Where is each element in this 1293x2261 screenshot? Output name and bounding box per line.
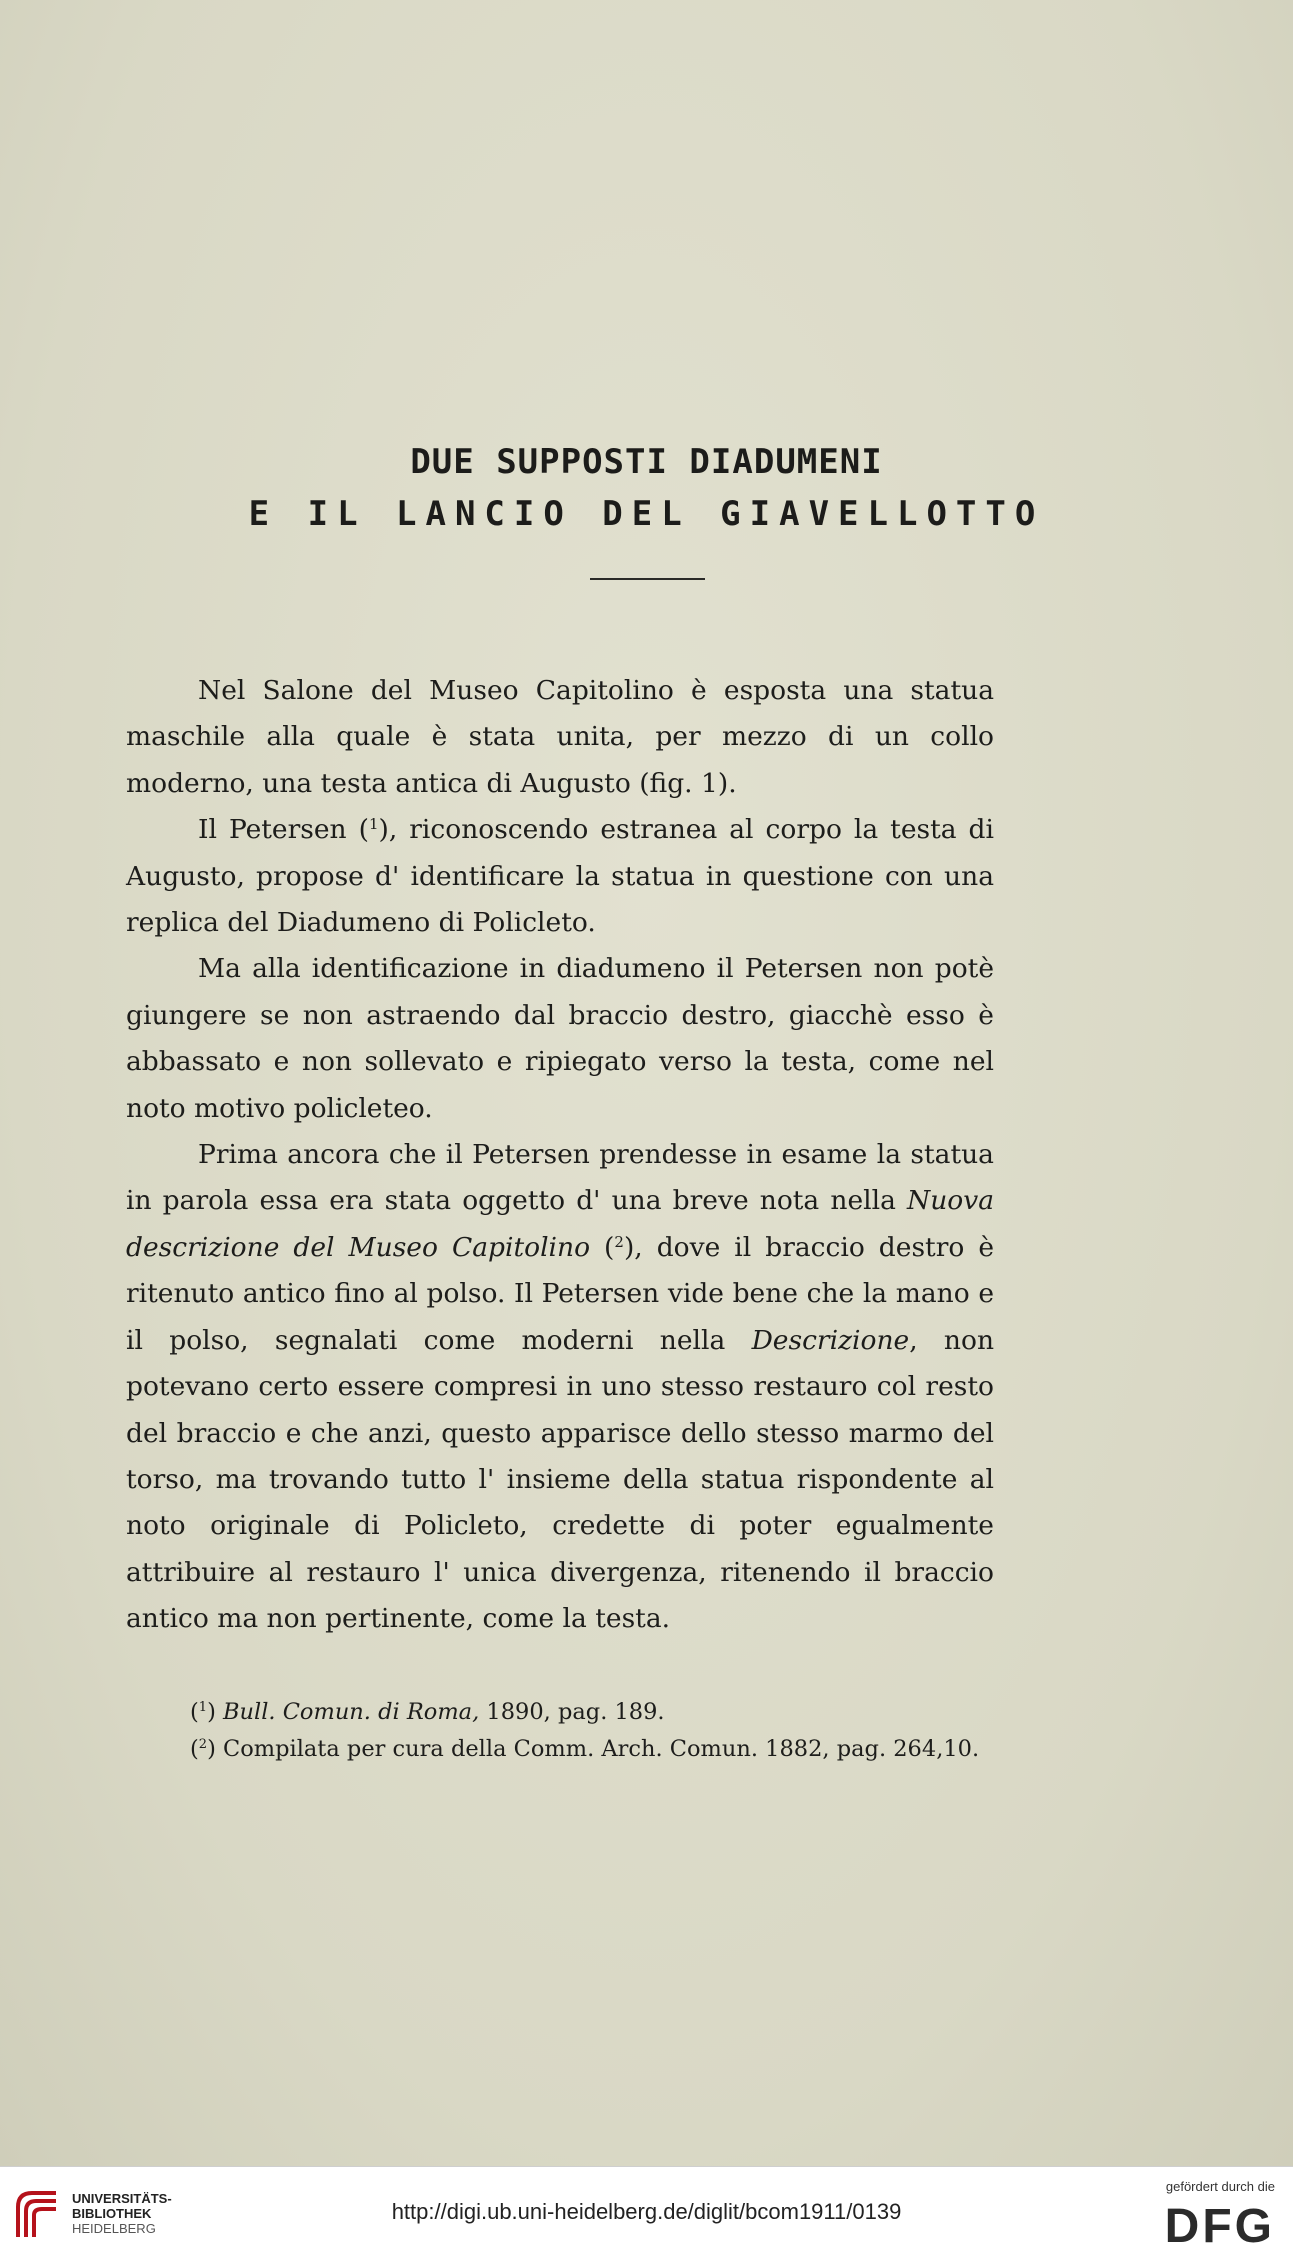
footnote-1-paren-open: ( [190, 1699, 199, 1725]
footnote-1-marker: 1 [198, 1700, 208, 1715]
footnote-ref-2: 2 [614, 1232, 624, 1251]
paragraph-2-text-a: Il Petersen ( [198, 814, 369, 846]
paragraph-3: Ma alla identificazione in diadumeno il Petersen non potè giungere se non astraendo dal braccio destro, giacchè esso è abbassato e non sollevato e ripiegato verso la testa, come nel noto motivo policleteo. [126, 953, 994, 1124]
paragraph-4-italic-descrizione: Descrizione [751, 1324, 910, 1356]
paragraph-4-text-a: Prima ancora che il Petersen prendesse in esame la statua in parola essa era stata oggetto d' una breve nota nella [126, 1139, 994, 1217]
footnote-1-text: 1890, pag. 189. [479, 1699, 665, 1725]
title-divider [590, 578, 705, 580]
paragraph-1: Nel Salone del Museo Capitolino è esposta una statua maschile alla quale è stata unita, per mezzo di un collo moderno, una testa antica di Augusto (fig. 1). [126, 675, 994, 799]
footnote-2-paren-close: ) [207, 1736, 223, 1762]
article-title-line-2: E IL LANCIO DEL GIAVELLOTTO [248, 494, 1045, 534]
footnote-2 [190, 1731, 1000, 1768]
library-name-line-3: HEIDELBERG [72, 2221, 156, 2236]
dfg-logo: DFG [1164, 2200, 1275, 2253]
footnote-1-source: Bull. Comun. di Roma, [223, 1699, 480, 1725]
permalink-url[interactable]: http://digi.ub.uni-heidelberg.de/diglit/bcom1911/0139 [391, 2199, 902, 2224]
funding-note: gefördert durch die [1165, 2179, 1275, 2194]
footnote-2-text: Compilata per cura della Comm. Arch. Comun. 1882, pag. 264,10. [223, 1736, 980, 1762]
footnotes [190, 1694, 1000, 1768]
library-name-line-2: BIBLIOTHEK [72, 2206, 152, 2221]
library-name-line-1: UNIVERSITÄTS- [72, 2191, 172, 2206]
paragraph-4-text-c: ), dove il braccio destro è ritenuto antico fino al polso. Il Petersen vide bene che la mano e il polso, segnalati come moderni nella [126, 1231, 995, 1356]
paragraph-4-text-b: ( [590, 1231, 615, 1263]
paragraph-4-text-d: , non potevano certo essere compresi in uno stesso restauro col resto del braccio e che anzi, questo apparisce dello stesso marmo del torso, ma trovando tutto l' insieme della statua rispondente al noto originale di Policleto, credette di poter egualmente attribuire al restauro l' unica divergenza, ritenendo il braccio antico ma non pertinente, come la testa. [126, 1324, 995, 1635]
footnote-ref-1: 1 [368, 815, 379, 834]
digitization-footer [0, 2166, 1293, 2261]
paragraph-4-italic-title: Nuova descrizione del Museo Capitolino [126, 1185, 994, 1263]
paragraph-2-text-b: ), riconoscendo estranea al corpo la testa di Augusto, propose d' identificare la statua in questione con una replica del Diadumeno di Policleto. [126, 814, 994, 939]
footnote-2-marker: 2 [198, 1737, 208, 1752]
footnote-1-paren-close: ) [207, 1699, 223, 1725]
footnote-2-paren-open: ( [190, 1736, 199, 1762]
paragraph-2 [126, 807, 994, 946]
article-body [126, 668, 994, 1643]
footnote-1 [190, 1694, 1000, 1731]
article-title-line-1: DUE SUPPOSTI DIADUMENI [410, 442, 883, 482]
paragraph-4 [126, 1132, 994, 1642]
